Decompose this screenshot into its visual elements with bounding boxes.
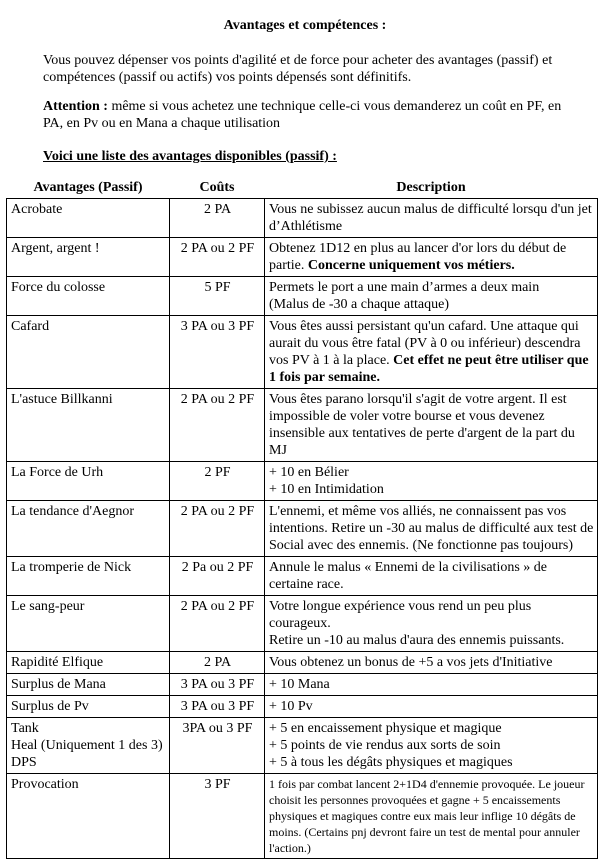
advantage-description <box>265 389 598 462</box>
advantage-name-cell <box>7 316 170 389</box>
advantage-name: Tank <box>11 721 39 736</box>
table-body <box>7 199 598 859</box>
description-emphasis: Concerne uniquement vos métiers. <box>307 258 515 273</box>
advantage-description <box>265 462 598 501</box>
advantage-cost: 2 PA ou 2 PF <box>170 596 265 652</box>
description-text: + 10 en Bélier <box>269 465 349 480</box>
advantage-name-cell <box>7 652 170 674</box>
advantages-table <box>6 178 598 859</box>
advantage-name: Surplus de Mana <box>11 677 106 692</box>
table-row <box>7 652 598 674</box>
table-row <box>7 774 598 859</box>
advantage-cost: 3 PA ou 3 PF <box>170 696 265 718</box>
advantage-name-cell <box>7 774 170 859</box>
table-row <box>7 696 598 718</box>
advantage-name: Surplus de Pv <box>11 699 89 714</box>
description-text: Vous êtes parano lorsqu'il s'agit de votre argent. Il est impossible de voler votre bourse et vous devenez insensible aux tentatives de perte d'argent de la part du MJ <box>269 392 575 458</box>
table-row <box>7 718 598 774</box>
page-title: Avantages et compétences : <box>223 18 387 33</box>
advantage-name: Provocation <box>11 777 79 792</box>
advantage-name: DPS <box>11 755 37 770</box>
table-header-row <box>7 178 598 199</box>
description-text: L'ennemi, et même vos alliés, ne connaissent pas vos intentions. Retire un -30 au malus de difficulté aux test de Social avec des ennemis. (Ne fonctionne pas toujours) <box>269 504 594 553</box>
header-advantages: Avantages (Passif) <box>33 179 143 195</box>
description-text: Vous ne subissez aucun malus de difficulté lorsqu d'un jet d’Athlétisme <box>269 202 592 234</box>
advantage-cost: 5 PF <box>170 277 265 316</box>
advantage-cost: 2 PA <box>170 652 265 674</box>
advantage-name-cell <box>7 596 170 652</box>
table-row <box>7 596 598 652</box>
advantage-name-cell <box>7 674 170 696</box>
description-text: Annule le malus « Ennemi de la civilisations » de certaine race. <box>269 560 547 592</box>
advantage-name-cell <box>7 238 170 277</box>
table-row <box>7 277 598 316</box>
advantage-description <box>265 316 598 389</box>
advantage-name-cell <box>7 389 170 462</box>
header-costs: Coûts <box>199 179 235 195</box>
table-row <box>7 501 598 557</box>
advantage-cost: 2 PA ou 2 PF <box>170 501 265 557</box>
advantage-cost: 3 PA ou 3 PF <box>170 316 265 389</box>
advantage-cost: 3PA ou 3 PF <box>170 718 265 774</box>
description-text: Votre longue expérience vous rend un peu plus courageux. <box>269 599 532 631</box>
description-text: Vous êtes aussi persistant qu'un cafard. Une attaque qui aurait du vous être fatal (PV à 0 ou inférieur) descendra vos PV à 1 à la place. <box>269 319 581 368</box>
advantage-name-cell <box>7 557 170 596</box>
header-description: Description <box>396 179 466 195</box>
advantage-name: Argent, argent ! <box>11 241 100 256</box>
advantage-name: L'astuce Billkanni <box>11 392 113 407</box>
description-text: + 10 Pv <box>269 699 313 714</box>
advantage-description <box>265 501 598 557</box>
attention-text: même si vous achetez une technique celle-ci vous demanderez un coût en PF, en PA, en Pv ou en Mana a chaque utilisation <box>43 99 562 131</box>
description-emphasis: Cet effet ne peut être utiliser que 1 fois par semaine. <box>269 353 589 385</box>
advantage-description <box>265 277 598 316</box>
table-row <box>7 316 598 389</box>
advantage-description <box>265 652 598 674</box>
advantage-name: Acrobate <box>11 202 63 217</box>
description-text: (Malus de -30 a chaque attaque) <box>269 297 449 312</box>
advantage-cost: 2 PF <box>170 462 265 501</box>
advantage-name-cell <box>7 696 170 718</box>
advantage-name: Cafard <box>11 319 50 334</box>
description-text: Retire un -10 au malus d'aura des ennemis puissants. <box>269 633 565 648</box>
table-row <box>7 199 598 238</box>
description-text: + 10 en Intimidation <box>269 482 384 497</box>
advantage-name: Le sang-peur <box>11 599 85 614</box>
advantage-name: Force du colosse <box>11 280 106 295</box>
advantage-name: Rapidité Elfique <box>11 655 104 670</box>
advantage-cost: 2 PA ou 2 PF <box>170 389 265 462</box>
description-text: 1 fois par combat lancent 2+1D4 d'ennemie provoquée. Le joueur choisit les personnes provoquées et gagne + 5 encaissements physiques et magiques contre eux mais leur inflige 10 dégâts de moins. (Certains pnj devront faire un test de mental pour annuler l'action.) <box>269 777 585 855</box>
advantage-name-cell <box>7 277 170 316</box>
advantage-cost: 2 Pa ou 2 PF <box>170 557 265 596</box>
description-text: Obtenez 1D12 en plus au lancer d'or lors du début de partie. <box>269 241 567 273</box>
attention-label: Attention : <box>43 99 108 114</box>
description-text: Permets le port a une main d’armes a deux main <box>269 280 540 295</box>
description-text: + 5 points de vie rendus aux sorts de soin <box>269 738 501 753</box>
list-heading: Voici une liste des avantages disponibles (passif) : <box>43 149 337 164</box>
advantage-description <box>265 774 598 859</box>
advantage-name: La tendance d'Aegnor <box>11 504 135 519</box>
advantage-cost: 3 PF <box>170 774 265 859</box>
description-text: + 5 à tous les dégâts physiques et magiques <box>269 755 513 770</box>
advantage-description <box>265 696 598 718</box>
advantage-description <box>265 238 598 277</box>
advantage-description <box>265 718 598 774</box>
table-row <box>7 238 598 277</box>
intro-paragraph: Vous pouvez dépenser vos points d'agilité et de force pour acheter des avantages (passif) et compétences (passif ou actifs) vos points dépensés sont définitifs. <box>43 53 553 85</box>
attention-paragraph <box>43 98 583 132</box>
advantage-name: La Force de Urh <box>11 465 104 480</box>
table-row <box>7 557 598 596</box>
table-row <box>7 674 598 696</box>
advantage-description <box>265 199 598 238</box>
table-row <box>7 462 598 501</box>
advantage-cost: 2 PA ou 2 PF <box>170 238 265 277</box>
advantage-name-cell <box>7 718 170 774</box>
advantage-name: Heal (Uniquement 1 des 3) <box>11 738 163 753</box>
advantage-description <box>265 674 598 696</box>
advantage-name-cell <box>7 462 170 501</box>
description-text: + 5 en encaissement physique et magique <box>269 721 502 736</box>
advantage-description <box>265 557 598 596</box>
advantage-description <box>265 596 598 652</box>
advantage-name-cell <box>7 501 170 557</box>
description-text: Vous obtenez un bonus de +5 a vos jets d'Initiative <box>269 655 553 670</box>
advantage-name: La tromperie de Nick <box>11 560 132 575</box>
table-row <box>7 389 598 462</box>
advantage-cost: 3 PA ou 3 PF <box>170 674 265 696</box>
description-text: + 10 Mana <box>269 677 330 692</box>
advantage-name-cell <box>7 199 170 238</box>
advantage-cost: 2 PA <box>170 199 265 238</box>
